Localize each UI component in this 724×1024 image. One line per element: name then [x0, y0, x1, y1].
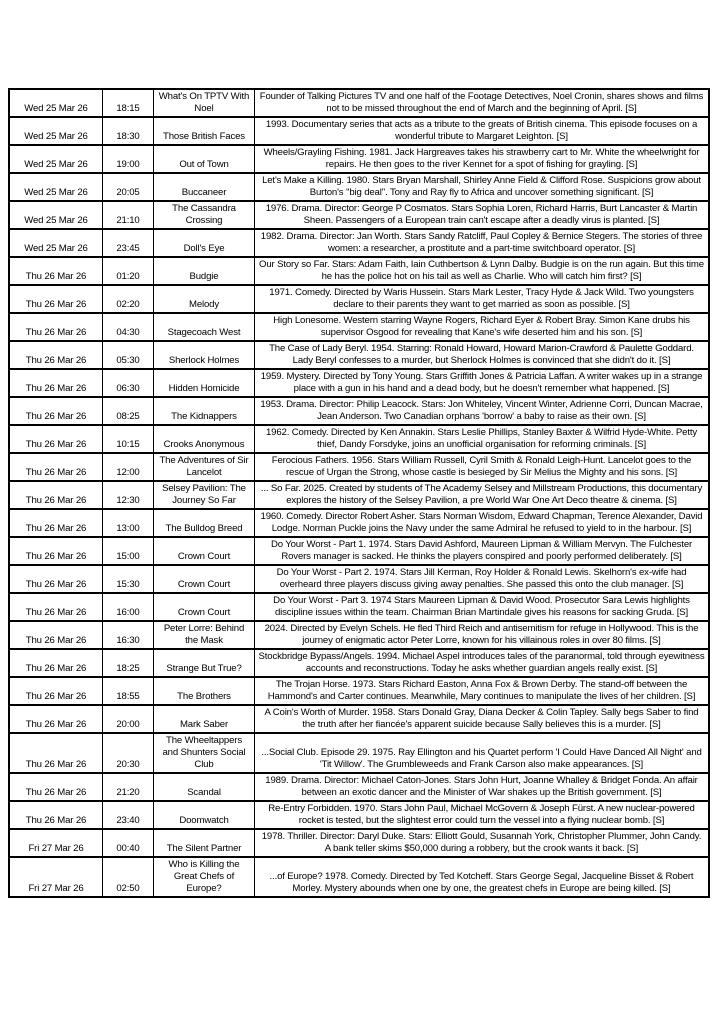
title-cell: The Adventures of Sir Lancelot [154, 453, 255, 481]
title-cell: Scandal [154, 773, 255, 801]
description-cell: 1982. Drama. Director: Jan Worth. Stars Sandy Ratcliff, Paul Copley & Bernice Stegers. The stories of three women: a researcher, a prostitute and a part-time switchboard operator. [S] [255, 229, 710, 257]
description-cell: High Lonesome. Western starring Wayne Rogers, Richard Eyer & Robert Bray. Simon Kane drubs his supervisor Osgood for revealing that Kane's wife deserted him and his son. [S] [255, 313, 710, 341]
table-row [9, 341, 709, 369]
table-row [9, 425, 709, 453]
title-cell: Out of Town [154, 145, 255, 173]
date-cell: Wed 25 Mar 26 [9, 145, 103, 173]
description-cell: Let's Make a Killing. 1980. Stars Bryan Marshall, Shirley Anne Field & Clifford Rose. Suspicions grow about Burton's ''big deal''. Tony and Ray fly to Africa and uncover something significant. [S] [255, 173, 710, 201]
time-cell: 00:40 [103, 829, 154, 857]
tv-listings-table [8, 88, 710, 898]
date-cell: Wed 25 Mar 26 [9, 229, 103, 257]
time-cell: 16:00 [103, 593, 154, 621]
description-cell: The Trojan Horse. 1973. Stars Richard Easton, Anna Fox & Brown Derby. The stand-off between the Hammond's and Carter continues. Meanwhile, Mary continues to manipulate the lives of her children. [S] [255, 677, 710, 705]
time-cell: 18:25 [103, 649, 154, 677]
description-cell: 1962. Comedy. Directed by Ken Annakin. Stars Leslie Phillips, Stanley Baxter & Wilfrid Hyde-White. Petty thief, Dandy Forsdyke, joins an unofficial organisation for reforming criminals. [S] [255, 425, 710, 453]
listings-body [9, 89, 709, 897]
title-cell: Crown Court [154, 565, 255, 593]
time-cell: 02:50 [103, 857, 154, 897]
date-cell: Thu 26 Mar 26 [9, 649, 103, 677]
table-row [9, 857, 709, 897]
date-cell: Thu 26 Mar 26 [9, 593, 103, 621]
description-cell: ... So Far. 2025. Created by students of The Academy Selsey and Millstream Productions, this documentary explores the history of the Selsey Pavilion, a pre World War One Art Deco theatre & cinema. [S] [255, 481, 710, 509]
time-cell: 12:00 [103, 453, 154, 481]
description-cell: ...of Europe? 1978. Comedy. Directed by Ted Kotcheff. Stars George Segal, Jacqueline Bisset & Robert Morley. Mystery abounds when one by one, the greatest chefs in Europe are being killed. [S] [255, 857, 710, 897]
time-cell: 21:20 [103, 773, 154, 801]
table-row [9, 257, 709, 285]
description-cell: The Case of Lady Beryl. 1954. Starring: Ronald Howard, Howard Marion-Crawford & Paulette Goddard. Lady Beryl confesses to a murder, but Sherlock Holmes is convinced that she didn't do it. [S] [255, 341, 710, 369]
description-cell: 1993. Documentary series that acts as a tribute to the greats of British cinema. This episode focuses on a wonderful tribute to Margaret Leighton. [S] [255, 117, 710, 145]
time-cell: 10:15 [103, 425, 154, 453]
description-cell: 1960. Comedy. Director Robert Asher. Stars Norman Wisdom, Edward Chapman, Terence Alexander, David Lodge. Norman Puckle joins the Navy under the same Admiral he refused to yield to in the harbour. [S] [255, 509, 710, 537]
date-cell: Wed 25 Mar 26 [9, 89, 103, 117]
description-cell: Stockbridge Bypass/Angels. 1994. Michael Aspel introduces tales of the paranormal, told through eyewitness accounts and reconstructions. Today he asks whether guardian angels really exist. [S] [255, 649, 710, 677]
table-row [9, 801, 709, 829]
time-cell: 23:40 [103, 801, 154, 829]
time-cell: 12:30 [103, 481, 154, 509]
date-cell: Thu 26 Mar 26 [9, 705, 103, 733]
description-cell: Re-Entry Forbidden. 1970. Stars John Paul, Michael McGovern & Joseph Fürst. A new nuclear-powered rocket is tested, but the slightest error could turn the vessel into a flying nuclear bomb. [S] [255, 801, 710, 829]
description-cell: Wheels/Grayling Fishing. 1981. Jack Hargreaves takes his strawberry cart to Mr. White the wheelwright for repairs. He then goes to the river Kennet for a spot of fishing for grayling. [S] [255, 145, 710, 173]
time-cell: 01:20 [103, 257, 154, 285]
title-cell: Crooks Anonymous [154, 425, 255, 453]
date-cell: Wed 25 Mar 26 [9, 201, 103, 229]
title-cell: What's On TPTV With Noel [154, 89, 255, 117]
time-cell: 18:15 [103, 89, 154, 117]
table-row [9, 537, 709, 565]
date-cell: Thu 26 Mar 26 [9, 481, 103, 509]
date-cell: Thu 26 Mar 26 [9, 397, 103, 425]
time-cell: 20:05 [103, 173, 154, 201]
table-row [9, 369, 709, 397]
table-row [9, 829, 709, 857]
date-cell: Thu 26 Mar 26 [9, 285, 103, 313]
title-cell: Those British Faces [154, 117, 255, 145]
date-cell: Thu 26 Mar 26 [9, 733, 103, 773]
date-cell: Thu 26 Mar 26 [9, 565, 103, 593]
time-cell: 15:30 [103, 565, 154, 593]
date-cell: Thu 26 Mar 26 [9, 453, 103, 481]
title-cell: Crown Court [154, 537, 255, 565]
description-cell: 2024. Directed by Evelyn Schels. He fled Third Reich and antisemitism for refuge in Hollywood. This is the journey of enigmatic actor Peter Lorre, known for his villainous roles in over 80 films. [S] [255, 621, 710, 649]
title-cell: The Wheeltappers and Shunters Social Club [154, 733, 255, 773]
time-cell: 19:00 [103, 145, 154, 173]
table-row [9, 565, 709, 593]
time-cell: 18:55 [103, 677, 154, 705]
time-cell: 08:25 [103, 397, 154, 425]
description-cell: Founder of Talking Pictures TV and one half of the Footage Detectives, Noel Cronin, shares shows and films not to be missed throughout the end of March and the beginning of April. [S] [255, 89, 710, 117]
title-cell: The Brothers [154, 677, 255, 705]
date-cell: Thu 26 Mar 26 [9, 369, 103, 397]
table-row [9, 705, 709, 733]
table-row [9, 229, 709, 257]
date-cell: Wed 25 Mar 26 [9, 117, 103, 145]
description-cell: A Coin's Worth of Murder. 1958. Stars Donald Gray, Diana Decker & Colin Tapley. Sally begs Saber to find the truth after her fiancée's apparent suicide because Sally believes this is a murder. [S] [255, 705, 710, 733]
date-cell: Thu 26 Mar 26 [9, 341, 103, 369]
table-row [9, 453, 709, 481]
date-cell: Thu 26 Mar 26 [9, 509, 103, 537]
title-cell: The Bulldog Breed [154, 509, 255, 537]
date-cell: Thu 26 Mar 26 [9, 677, 103, 705]
date-cell: Thu 26 Mar 26 [9, 801, 103, 829]
title-cell: Doomwatch [154, 801, 255, 829]
date-cell: Thu 26 Mar 26 [9, 313, 103, 341]
time-cell: 04:30 [103, 313, 154, 341]
title-cell: Buccaneer [154, 173, 255, 201]
title-cell: The Silent Partner [154, 829, 255, 857]
title-cell: Stagecoach West [154, 313, 255, 341]
description-cell: 1959. Mystery. Directed by Tony Young. Stars Griffith Jones & Patricia Laffan. A writer wakes up in a strange place with a gun in his hand and a dead body, but he doesn't remember what happened. [S] [255, 369, 710, 397]
title-cell: The Kidnappers [154, 397, 255, 425]
description-cell: 1978. Thriller. Director: Daryl Duke. Stars: Elliott Gould, Susannah York, Christopher Plummer, John Candy. A bank teller skims $50,000 during a robbery, but the crook wants it back. [S] [255, 829, 710, 857]
table-row [9, 173, 709, 201]
title-cell: Doll's Eye [154, 229, 255, 257]
time-cell: 05:30 [103, 341, 154, 369]
title-cell: Peter Lorre: Behind the Mask [154, 621, 255, 649]
date-cell: Thu 26 Mar 26 [9, 773, 103, 801]
title-cell: Crown Court [154, 593, 255, 621]
description-cell: 1976. Drama. Director: George P Cosmatos. Stars Sophia Loren, Richard Harris, Burt Lancaster & Martin Sheen. Passengers of a European train can't escape after a deadly virus is planted. [S] [255, 201, 710, 229]
title-cell: Melody [154, 285, 255, 313]
time-cell: 16:30 [103, 621, 154, 649]
title-cell: The Cassandra Crossing [154, 201, 255, 229]
description-cell: Our Story so Far. Stars: Adam Faith, Iain Cuthbertson & Lynn Dalby. Budgie is on the run again. But this time he has the police hot on his tail as well as Charlie. Who will catch him first? [S] [255, 257, 710, 285]
table-row [9, 117, 709, 145]
description-cell: Ferocious Fathers. 1956. Stars William Russell, Cyril Smith & Ronald Leigh-Hunt. Lancelot goes to the rescue of Urgan the Strong, whose castle is besieged by Sir Melius the Mighty and his sons. [S] [255, 453, 710, 481]
description-cell: 1989. Drama. Director: Michael Caton-Jones. Stars John Hurt, Joanne Whalley & Bridget Fonda. An affair between an exotic dancer and the Minister of War shakes up the British government. [S] [255, 773, 710, 801]
title-cell: Strange But True? [154, 649, 255, 677]
time-cell: 13:00 [103, 509, 154, 537]
table-row [9, 201, 709, 229]
table-row [9, 593, 709, 621]
title-cell: Selsey Pavilion: The Journey So Far [154, 481, 255, 509]
time-cell: 02:20 [103, 285, 154, 313]
table-row [9, 621, 709, 649]
title-cell: Sherlock Holmes [154, 341, 255, 369]
time-cell: 23:45 [103, 229, 154, 257]
table-row [9, 733, 709, 773]
table-row [9, 313, 709, 341]
table-row [9, 397, 709, 425]
table-row [9, 773, 709, 801]
title-cell: Mark Saber [154, 705, 255, 733]
date-cell: Fri 27 Mar 26 [9, 829, 103, 857]
date-cell: Thu 26 Mar 26 [9, 621, 103, 649]
description-cell: Do Your Worst - Part 1. 1974. Stars David Ashford, Maureen Lipman & William Mervyn. The Fulchester Rovers manager is sacked. He thinks the players conspired and poorly performed deliberately. [S] [255, 537, 710, 565]
time-cell: 15:00 [103, 537, 154, 565]
title-cell: Who is Killing the Great Chefs of Europe? [154, 857, 255, 897]
date-cell: Thu 26 Mar 26 [9, 425, 103, 453]
table-row [9, 145, 709, 173]
time-cell: 18:30 [103, 117, 154, 145]
table-row [9, 481, 709, 509]
table-row [9, 677, 709, 705]
date-cell: Fri 27 Mar 26 [9, 857, 103, 897]
description-cell: 1953. Drama. Director: Philip Leacock. Stars: Jon Whiteley, Vincent Winter, Adrienne Corri, Duncan Macrae, Jean Anderson. Two Canadian orphans 'borrow' a baby to raise as their own. [S] [255, 397, 710, 425]
description-cell: Do Your Worst - Part 3. 1974 Stars Maureen Lipman & David Wood. Prosecutor Sara Lewis highlights discipline issues within the team. Chairman Brian Martindale gives his reasons for sacking Gruda. [S] [255, 593, 710, 621]
title-cell: Hidden Homicide [154, 369, 255, 397]
date-cell: Wed 25 Mar 26 [9, 173, 103, 201]
date-cell: Thu 26 Mar 26 [9, 537, 103, 565]
time-cell: 20:00 [103, 705, 154, 733]
table-row [9, 285, 709, 313]
table-row [9, 649, 709, 677]
table-row [9, 509, 709, 537]
description-cell: 1971. Comedy. Directed by Waris Hussein. Stars Mark Lester, Tracy Hyde & Jack Wild. Two youngsters declare to their parents they want to get married as soon as possible. [S] [255, 285, 710, 313]
description-cell: ...Social Club. Episode 29. 1975. Ray Ellington and his Quartet perform 'I Could Have Danced All Night' and 'Tit Willow'. The Grumbleweeds and Frank Carson also make appearances. [S] [255, 733, 710, 773]
time-cell: 06:30 [103, 369, 154, 397]
time-cell: 21:10 [103, 201, 154, 229]
table-row [9, 89, 709, 117]
title-cell: Budgie [154, 257, 255, 285]
time-cell: 20:30 [103, 733, 154, 773]
description-cell: Do Your Worst - Part 2. 1974. Stars Jill Kerman, Roy Holder & Ronald Lewis. Skelhorn's ex-wife had overheard three players discuss giving away penalties. She passed this onto the club manager. [S] [255, 565, 710, 593]
date-cell: Thu 26 Mar 26 [9, 257, 103, 285]
